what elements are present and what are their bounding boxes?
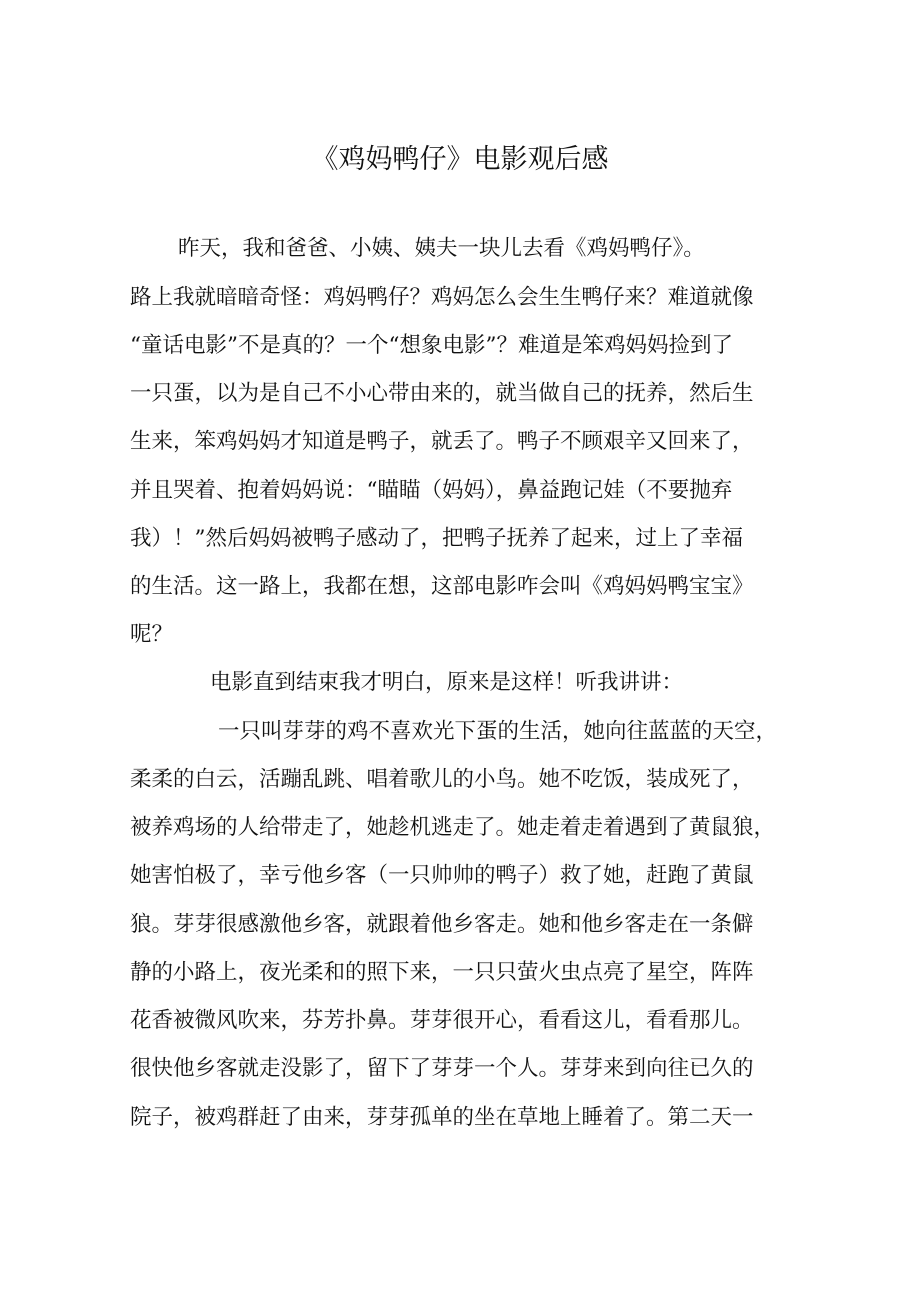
paragraph-line: 静的小路上，夜光柔和的照下来，一只只萤火虫点亮了星空，阵阵 xyxy=(130,960,754,985)
paragraph-line: 呢？ xyxy=(130,622,174,647)
paragraph-line: 生来，笨鸡妈妈才知道是鸭子，就丢了。鸭子不顾艰辛又回来了， xyxy=(130,429,754,454)
paragraph-line: 路上我就暗暗奇怪：鸡妈鸭仔？鸡妈怎么会生生鸭仔来？难道就像 xyxy=(130,285,754,310)
paragraph-line: 电影直到结束我才明白，原来是这样！听我讲讲： xyxy=(210,670,684,695)
paragraph-line: 我）！”然后妈妈被鸭子感动了，把鸭子抚养了起来，过上了幸福 xyxy=(130,526,743,551)
paragraph-line: 狼。芽芽很感激他乡客，就跟着他乡客走。她和他乡客走在一条僻 xyxy=(130,912,754,937)
document-title: 《鸡妈鸭仔》电影观后感 xyxy=(311,144,609,175)
paragraph-line: 一只蛋，以为是自己不小心带由来的，就当做自己的抚养，然后生 xyxy=(130,381,754,406)
paragraph-line: 院子，被鸡群赶了由来，芽芽孤单的坐在草地上睡着了。第二天一 xyxy=(130,1105,754,1130)
paragraph-line: 花香被微风吹来，芬芳扑鼻。芽芽很开心，看看这儿，看看那儿。 xyxy=(130,1008,754,1033)
paragraph-line: 昨天，我和爸爸、小姨、姨夫一块儿去看《鸡妈鸭仔》。 xyxy=(178,236,705,261)
paragraph-line: “童话电影”不是真的？一个“想象电影”？难道是笨鸡妈妈捡到了 xyxy=(130,333,733,358)
paragraph-line: 并且哭着、抱着妈妈说：“瞄瞄（妈妈），鼻益跑记娃（不要抛弃 xyxy=(130,478,733,503)
paragraph-line: 一只叫芽芽的鸡不喜欢光下蛋的生活，她向往蓝蓝的天空， xyxy=(218,719,778,744)
paragraph-line: 被养鸡场的人给带走了，她趁机逃走了。她走着走着遇到了黄鼠狼， xyxy=(130,815,776,840)
paragraph-line: 的生活。这一路上，我都在想，这部电影咋会叫《鸡妈妈鸭宝宝》 xyxy=(130,574,754,599)
paragraph-line: 柔柔的白云，活蹦乱跳、唱着歌儿的小鸟。她不吃饭，装成死了， xyxy=(130,767,754,792)
paragraph-line: 很快他乡客就走没影了，留下了芽芽一个人。芽芽来到向往已久的 xyxy=(130,1056,754,1081)
paragraph-line: 她害怕极了，幸亏他乡客（一只帅帅的鸭子）救了她，赶跑了黄鼠 xyxy=(130,863,754,888)
